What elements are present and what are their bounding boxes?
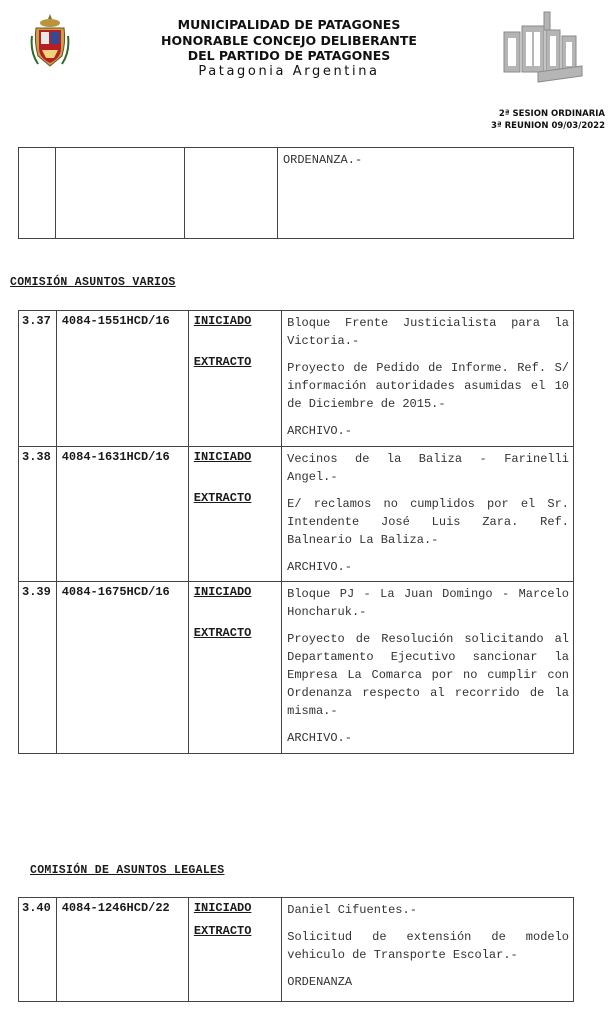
label-extracto: EXTRACTO (193, 355, 252, 369)
cell-number (19, 148, 56, 239)
header-line-3: DEL PARTIDO DE PATAGONES (187, 48, 391, 63)
label-extracto: EXTRACTO (193, 491, 252, 505)
header-line-4: Patagonia Argentina (198, 63, 380, 79)
label-extracto: EXTRACTO (193, 924, 252, 938)
session-meeting-date: 3ª REUNION 09/03/2022 (490, 121, 605, 131)
item-number: 3.37 (19, 311, 57, 447)
expediente-number: 4084-1551HCD/16 (56, 311, 188, 447)
iniciado-text: Daniel Cifuentes.- (287, 903, 417, 917)
resolution-text: ORDENANZA.- (282, 153, 363, 167)
cell-expediente (56, 148, 185, 239)
item-content (282, 898, 574, 1002)
item-content (282, 311, 574, 447)
extracto-text: Proyecto de Pedido de Informe. Ref. S/ información autoridades asumidas el 10 de Diciembre de 2015.- (287, 361, 569, 411)
agenda-table-asuntos-varios (18, 310, 574, 754)
section-title-asuntos-varios: COMISIÓN ASUNTOS VARIOS (10, 276, 176, 289)
resolution-text: ARCHIVO.- (287, 424, 352, 438)
field-labels (188, 447, 281, 582)
field-labels (188, 898, 281, 1002)
expediente-number: 4084-1675HCD/16 (56, 582, 188, 754)
resolution-text: ARCHIVO.- (287, 560, 352, 574)
label-extracto: EXTRACTO (193, 626, 252, 640)
field-labels (188, 311, 281, 447)
agenda-table-asuntos-legales (18, 897, 574, 1002)
item-content (282, 582, 574, 754)
table-row (19, 898, 574, 1002)
session-info (491, 108, 605, 132)
item-content (282, 447, 574, 582)
coat-of-arms-logo (30, 12, 70, 72)
expediente-number: 4084-1631HCD/16 (56, 447, 188, 582)
label-iniciado: INICIADO (193, 314, 252, 328)
session-number: 2ª SESION ORDINARIA (498, 109, 605, 119)
table-row (19, 582, 574, 754)
item-number: 3.39 (19, 582, 57, 754)
table-row (19, 148, 574, 239)
extracto-text: E/ reclamos no cumplidos por el Sr. Intendente José Luis Zara. Ref. Balneario La Baliza.- (287, 497, 569, 547)
continuation-table (18, 147, 574, 239)
header-line-1: MUNICIPALIDAD DE PATAGONES (177, 17, 401, 32)
extracto-text: Solicitud de extensión de modelo vehiculo de Transporte Escolar.- (287, 930, 569, 962)
council-building-logo (500, 10, 585, 85)
iniciado-text: Bloque Frente Justicialista para la Victoria.- (287, 316, 569, 348)
table-row (19, 447, 574, 582)
resolution-text: ORDENANZA (287, 975, 353, 989)
header-line-2: HONORABLE CONCEJO DELIBERANTE (161, 32, 417, 48)
section-title-asuntos-legales: COMISIÓN DE ASUNTOS LEGALES (30, 864, 225, 877)
field-labels (188, 582, 281, 754)
expediente-number: 4084-1246HCD/22 (56, 898, 188, 1002)
item-number: 3.38 (19, 447, 57, 582)
item-number: 3.40 (19, 898, 57, 1002)
iniciado-text: Vecinos de la Baliza - Farinelli Angel.- (287, 452, 569, 484)
label-iniciado: INICIADO (193, 901, 252, 915)
cell-labels (185, 148, 277, 239)
table-row (19, 311, 574, 447)
institution-header (130, 17, 448, 79)
cell-content (277, 148, 573, 239)
iniciado-text: Bloque PJ - La Juan Domingo - Marcelo Honcharuk.- (287, 587, 569, 619)
label-iniciado: INICIADO (193, 585, 252, 599)
label-iniciado: INICIADO (193, 450, 252, 464)
resolution-text: ARCHIVO.- (287, 731, 352, 745)
extracto-text: Proyecto de Resolución solicitando al Departamento Ejecutivo sancionar la Empresa La Comarca por no cumplir con Ordenanza respecto al recorrido de la misma.- (287, 632, 569, 718)
